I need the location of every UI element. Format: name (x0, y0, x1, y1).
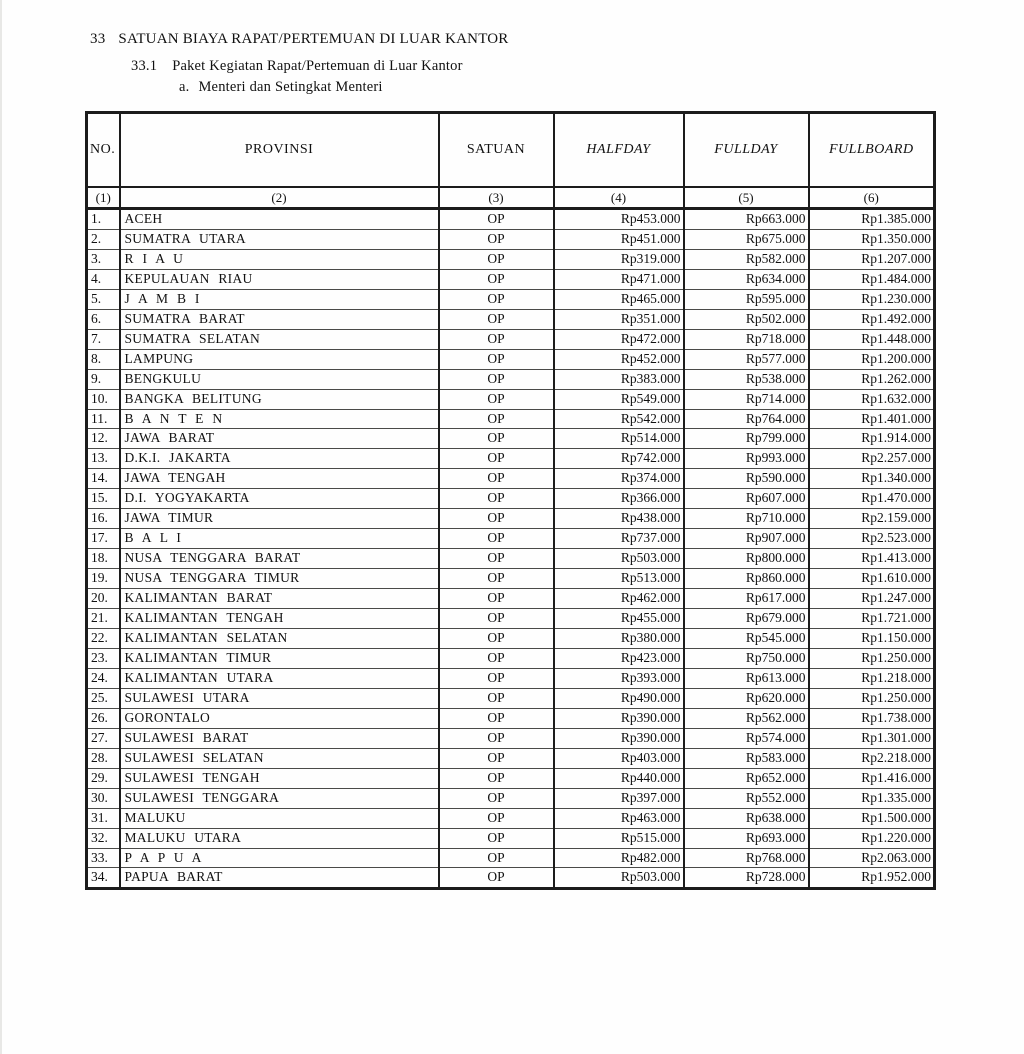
halfday-value: Rp397.000 (554, 788, 684, 808)
row-number: 3. (87, 249, 120, 269)
fullboard-value: Rp1.150.000 (809, 629, 935, 649)
halfday-value: Rp393.000 (554, 668, 684, 688)
col-header-halfday: HALFDAY (554, 113, 684, 188)
halfday-value: Rp423.000 (554, 648, 684, 668)
table-row (87, 569, 935, 589)
cost-table (85, 111, 936, 890)
table-row (87, 688, 935, 708)
fullday-value: Rp768.000 (684, 848, 809, 868)
fullboard-value: Rp2.218.000 (809, 748, 935, 768)
fullboard-value: Rp1.250.000 (809, 648, 935, 668)
fullday-value: Rp538.000 (684, 369, 809, 389)
fullday-value: Rp583.000 (684, 748, 809, 768)
fullboard-value: Rp1.470.000 (809, 489, 935, 509)
province-name: LAMPUNG (120, 349, 439, 369)
province-name: MALUKU (120, 808, 439, 828)
unit-value: OP (439, 848, 554, 868)
unit-value: OP (439, 349, 554, 369)
province-name: JAWA TENGAH (120, 469, 439, 489)
row-number: 24. (87, 668, 120, 688)
fullday-value: Rp617.000 (684, 589, 809, 609)
province-name: JAWA BARAT (120, 429, 439, 449)
halfday-value: Rp462.000 (554, 589, 684, 609)
table-row (87, 788, 935, 808)
fullboard-value: Rp2.159.000 (809, 509, 935, 529)
fullday-value: Rp582.000 (684, 249, 809, 269)
fullboard-value: Rp1.230.000 (809, 289, 935, 309)
row-number: 7. (87, 329, 120, 349)
unit-value: OP (439, 309, 554, 329)
section-number: 33 (90, 31, 106, 47)
halfday-value: Rp453.000 (554, 209, 684, 230)
row-number: 10. (87, 389, 120, 409)
unit-value: OP (439, 529, 554, 549)
fullboard-value: Rp1.914.000 (809, 429, 935, 449)
halfday-value: Rp380.000 (554, 629, 684, 649)
fullboard-value: Rp1.207.000 (809, 249, 935, 269)
row-number: 31. (87, 808, 120, 828)
province-name: SULAWESI SELATAN (120, 748, 439, 768)
row-number: 34. (87, 868, 120, 889)
unit-value: OP (439, 369, 554, 389)
halfday-value: Rp383.000 (554, 369, 684, 389)
row-number: 16. (87, 509, 120, 529)
halfday-value: Rp482.000 (554, 848, 684, 868)
row-number: 2. (87, 229, 120, 249)
unit-value: OP (439, 249, 554, 269)
fullday-value: Rp675.000 (684, 229, 809, 249)
unit-value: OP (439, 569, 554, 589)
fullboard-value: Rp1.262.000 (809, 369, 935, 389)
halfday-value: Rp403.000 (554, 748, 684, 768)
halfday-value: Rp451.000 (554, 229, 684, 249)
halfday-value: Rp390.000 (554, 708, 684, 728)
unit-value: OP (439, 289, 554, 309)
unit-value: OP (439, 409, 554, 429)
province-name: SUMATRA UTARA (120, 229, 439, 249)
halfday-value: Rp515.000 (554, 828, 684, 848)
fullday-value: Rp595.000 (684, 289, 809, 309)
table-row (87, 229, 935, 249)
col-number-6: (6) (809, 187, 935, 209)
fullday-value: Rp634.000 (684, 269, 809, 289)
halfday-value: Rp374.000 (554, 469, 684, 489)
halfday-value: Rp366.000 (554, 489, 684, 509)
halfday-value: Rp351.000 (554, 309, 684, 329)
table-row (87, 549, 935, 569)
row-number: 21. (87, 609, 120, 629)
table-row (87, 369, 935, 389)
col-number-2: (2) (120, 187, 439, 209)
fullday-value: Rp552.000 (684, 788, 809, 808)
fullday-value: Rp663.000 (684, 209, 809, 230)
province-name: R I A U (120, 249, 439, 269)
province-name: B A L I (120, 529, 439, 549)
row-number: 32. (87, 828, 120, 848)
province-name: P A P U A (120, 848, 439, 868)
unit-value: OP (439, 868, 554, 889)
halfday-value: Rp513.000 (554, 569, 684, 589)
halfday-value: Rp455.000 (554, 609, 684, 629)
unit-value: OP (439, 609, 554, 629)
table-row (87, 808, 935, 828)
province-name: KEPULAUAN RIAU (120, 269, 439, 289)
fullday-value: Rp607.000 (684, 489, 809, 509)
col-number-4: (4) (554, 187, 684, 209)
fullboard-value: Rp1.301.000 (809, 728, 935, 748)
unit-value: OP (439, 828, 554, 848)
province-name: BENGKULU (120, 369, 439, 389)
province-name: SULAWESI BARAT (120, 728, 439, 748)
row-number: 19. (87, 569, 120, 589)
table-row (87, 209, 935, 230)
item-title: Menteri dan Setingkat Menteri (198, 79, 383, 95)
unit-value: OP (439, 509, 554, 529)
fullday-value: Rp652.000 (684, 768, 809, 788)
halfday-value: Rp542.000 (554, 409, 684, 429)
fullboard-value: Rp1.610.000 (809, 569, 935, 589)
table-row (87, 708, 935, 728)
fullboard-value: Rp1.220.000 (809, 828, 935, 848)
row-number: 14. (87, 469, 120, 489)
halfday-value: Rp319.000 (554, 249, 684, 269)
table-body (87, 209, 935, 889)
province-name: B A N T E N (120, 409, 439, 429)
fullday-value: Rp993.000 (684, 449, 809, 469)
province-name: KALIMANTAN UTARA (120, 668, 439, 688)
row-number: 26. (87, 708, 120, 728)
fullboard-value: Rp1.500.000 (809, 808, 935, 828)
fullboard-value: Rp1.250.000 (809, 688, 935, 708)
fullday-value: Rp764.000 (684, 409, 809, 429)
fullboard-value: Rp2.523.000 (809, 529, 935, 549)
province-name: SULAWESI TENGGARA (120, 788, 439, 808)
unit-value: OP (439, 808, 554, 828)
fullboard-value: Rp1.448.000 (809, 329, 935, 349)
subsection-number: 33.1 (131, 58, 158, 74)
table-row (87, 249, 935, 269)
halfday-value: Rp465.000 (554, 289, 684, 309)
table-header-row (87, 113, 935, 188)
row-number: 15. (87, 489, 120, 509)
table-row (87, 748, 935, 768)
unit-value: OP (439, 688, 554, 708)
table-row (87, 589, 935, 609)
row-number: 28. (87, 748, 120, 768)
table-row (87, 668, 935, 688)
col-header-fullboard: FULLBOARD (809, 113, 935, 188)
province-name: SULAWESI TENGAH (120, 768, 439, 788)
fullboard-value: Rp1.484.000 (809, 269, 935, 289)
fullboard-value: Rp1.350.000 (809, 229, 935, 249)
fullday-value: Rp800.000 (684, 549, 809, 569)
subsection-title: Paket Kegiatan Rapat/Pertemuan di Luar Kantor (172, 58, 463, 74)
unit-value: OP (439, 389, 554, 409)
unit-value: OP (439, 629, 554, 649)
fullboard-value: Rp1.335.000 (809, 788, 935, 808)
province-name: D.I. YOGYAKARTA (120, 489, 439, 509)
halfday-value: Rp549.000 (554, 389, 684, 409)
table-row (87, 409, 935, 429)
table-row (87, 469, 935, 489)
unit-value: OP (439, 708, 554, 728)
fullday-value: Rp799.000 (684, 429, 809, 449)
fullday-value: Rp574.000 (684, 728, 809, 748)
province-name: PAPUA BARAT (120, 868, 439, 889)
fullboard-value: Rp1.952.000 (809, 868, 935, 889)
unit-value: OP (439, 589, 554, 609)
fullboard-value: Rp1.200.000 (809, 349, 935, 369)
halfday-value: Rp390.000 (554, 728, 684, 748)
halfday-value: Rp452.000 (554, 349, 684, 369)
table-row (87, 768, 935, 788)
section-heading (90, 31, 509, 48)
col-header-provinsi: PROVINSI (120, 113, 439, 188)
row-number: 29. (87, 768, 120, 788)
halfday-value: Rp440.000 (554, 768, 684, 788)
row-number: 33. (87, 848, 120, 868)
table-row (87, 509, 935, 529)
row-number: 5. (87, 289, 120, 309)
row-number: 30. (87, 788, 120, 808)
fullboard-value: Rp1.416.000 (809, 768, 935, 788)
fullday-value: Rp638.000 (684, 808, 809, 828)
unit-value: OP (439, 768, 554, 788)
row-number: 9. (87, 369, 120, 389)
fullday-value: Rp577.000 (684, 349, 809, 369)
fullboard-value: Rp2.063.000 (809, 848, 935, 868)
column-number-row (87, 187, 935, 209)
col-header-fullday: FULLDAY (684, 113, 809, 188)
unit-value: OP (439, 469, 554, 489)
table-row (87, 489, 935, 509)
halfday-value: Rp737.000 (554, 529, 684, 549)
halfday-value: Rp472.000 (554, 329, 684, 349)
fullboard-value: Rp1.738.000 (809, 708, 935, 728)
table-row (87, 349, 935, 369)
row-number: 23. (87, 648, 120, 668)
fullboard-value: Rp2.257.000 (809, 449, 935, 469)
unit-value: OP (439, 748, 554, 768)
halfday-value: Rp503.000 (554, 868, 684, 889)
province-name: MALUKU UTARA (120, 828, 439, 848)
province-name: KALIMANTAN SELATAN (120, 629, 439, 649)
table-row (87, 728, 935, 748)
fullday-value: Rp545.000 (684, 629, 809, 649)
row-number: 4. (87, 269, 120, 289)
fullboard-value: Rp1.218.000 (809, 668, 935, 688)
fullday-value: Rp590.000 (684, 469, 809, 489)
fullboard-value: Rp1.340.000 (809, 469, 935, 489)
fullboard-value: Rp1.632.000 (809, 389, 935, 409)
unit-value: OP (439, 549, 554, 569)
halfday-value: Rp503.000 (554, 549, 684, 569)
table-row (87, 828, 935, 848)
halfday-value: Rp471.000 (554, 269, 684, 289)
unit-value: OP (439, 229, 554, 249)
province-name: KALIMANTAN TENGAH (120, 609, 439, 629)
fullboard-value: Rp1.413.000 (809, 549, 935, 569)
col-number-3: (3) (439, 187, 554, 209)
table-row (87, 868, 935, 889)
halfday-value: Rp490.000 (554, 688, 684, 708)
fullday-value: Rp620.000 (684, 688, 809, 708)
col-number-5: (5) (684, 187, 809, 209)
table-row (87, 329, 935, 349)
row-number: 18. (87, 549, 120, 569)
fullboard-value: Rp1.385.000 (809, 209, 935, 230)
province-name: GORONTALO (120, 708, 439, 728)
col-number-1: (1) (87, 187, 120, 209)
fullday-value: Rp710.000 (684, 509, 809, 529)
table-row (87, 269, 935, 289)
fullday-value: Rp718.000 (684, 329, 809, 349)
halfday-value: Rp463.000 (554, 808, 684, 828)
unit-value: OP (439, 489, 554, 509)
row-number: 17. (87, 529, 120, 549)
row-number: 22. (87, 629, 120, 649)
fullday-value: Rp562.000 (684, 708, 809, 728)
fullday-value: Rp502.000 (684, 309, 809, 329)
halfday-value: Rp742.000 (554, 449, 684, 469)
province-name: NUSA TENGGARA TIMUR (120, 569, 439, 589)
province-name: NUSA TENGGARA BARAT (120, 549, 439, 569)
province-name: SULAWESI UTARA (120, 688, 439, 708)
fullday-value: Rp679.000 (684, 609, 809, 629)
province-name: D.K.I. JAKARTA (120, 449, 439, 469)
table-row (87, 309, 935, 329)
row-number: 13. (87, 449, 120, 469)
fullday-value: Rp750.000 (684, 648, 809, 668)
table-row (87, 609, 935, 629)
province-name: ACEH (120, 209, 439, 230)
table-row (87, 449, 935, 469)
row-number: 11. (87, 409, 120, 429)
item-letter: a. (179, 79, 190, 95)
row-number: 8. (87, 349, 120, 369)
row-number: 1. (87, 209, 120, 230)
province-name: SUMATRA BARAT (120, 309, 439, 329)
table-row (87, 648, 935, 668)
unit-value: OP (439, 788, 554, 808)
table-row (87, 389, 935, 409)
fullboard-value: Rp1.721.000 (809, 609, 935, 629)
table-row (87, 529, 935, 549)
unit-value: OP (439, 648, 554, 668)
fullboard-value: Rp1.401.000 (809, 409, 935, 429)
fullday-value: Rp728.000 (684, 868, 809, 889)
unit-value: OP (439, 329, 554, 349)
item-heading (179, 79, 383, 96)
province-name: KALIMANTAN TIMUR (120, 648, 439, 668)
table-row (87, 289, 935, 309)
unit-value: OP (439, 209, 554, 230)
halfday-value: Rp438.000 (554, 509, 684, 529)
fullday-value: Rp860.000 (684, 569, 809, 589)
row-number: 20. (87, 589, 120, 609)
fullboard-value: Rp1.247.000 (809, 589, 935, 609)
unit-value: OP (439, 668, 554, 688)
fullday-value: Rp907.000 (684, 529, 809, 549)
row-number: 12. (87, 429, 120, 449)
table-row (87, 429, 935, 449)
unit-value: OP (439, 449, 554, 469)
province-name: SUMATRA SELATAN (120, 329, 439, 349)
province-name: BANGKA BELITUNG (120, 389, 439, 409)
scan-edge-artifact (0, 0, 2, 1054)
fullday-value: Rp714.000 (684, 389, 809, 409)
subsection-heading (131, 58, 463, 75)
halfday-value: Rp514.000 (554, 429, 684, 449)
fullboard-value: Rp1.492.000 (809, 309, 935, 329)
col-header-satuan: SATUAN (439, 113, 554, 188)
fullday-value: Rp613.000 (684, 668, 809, 688)
col-header-no: NO. (87, 113, 120, 188)
province-name: KALIMANTAN BARAT (120, 589, 439, 609)
province-name: JAWA TIMUR (120, 509, 439, 529)
unit-value: OP (439, 269, 554, 289)
unit-value: OP (439, 429, 554, 449)
province-name: J A M B I (120, 289, 439, 309)
row-number: 6. (87, 309, 120, 329)
fullday-value: Rp693.000 (684, 828, 809, 848)
table-row (87, 629, 935, 649)
row-number: 25. (87, 688, 120, 708)
unit-value: OP (439, 728, 554, 748)
section-title: SATUAN BIAYA RAPAT/PERTEMUAN DI LUAR KANTOR (118, 31, 509, 47)
table-row (87, 848, 935, 868)
row-number: 27. (87, 728, 120, 748)
